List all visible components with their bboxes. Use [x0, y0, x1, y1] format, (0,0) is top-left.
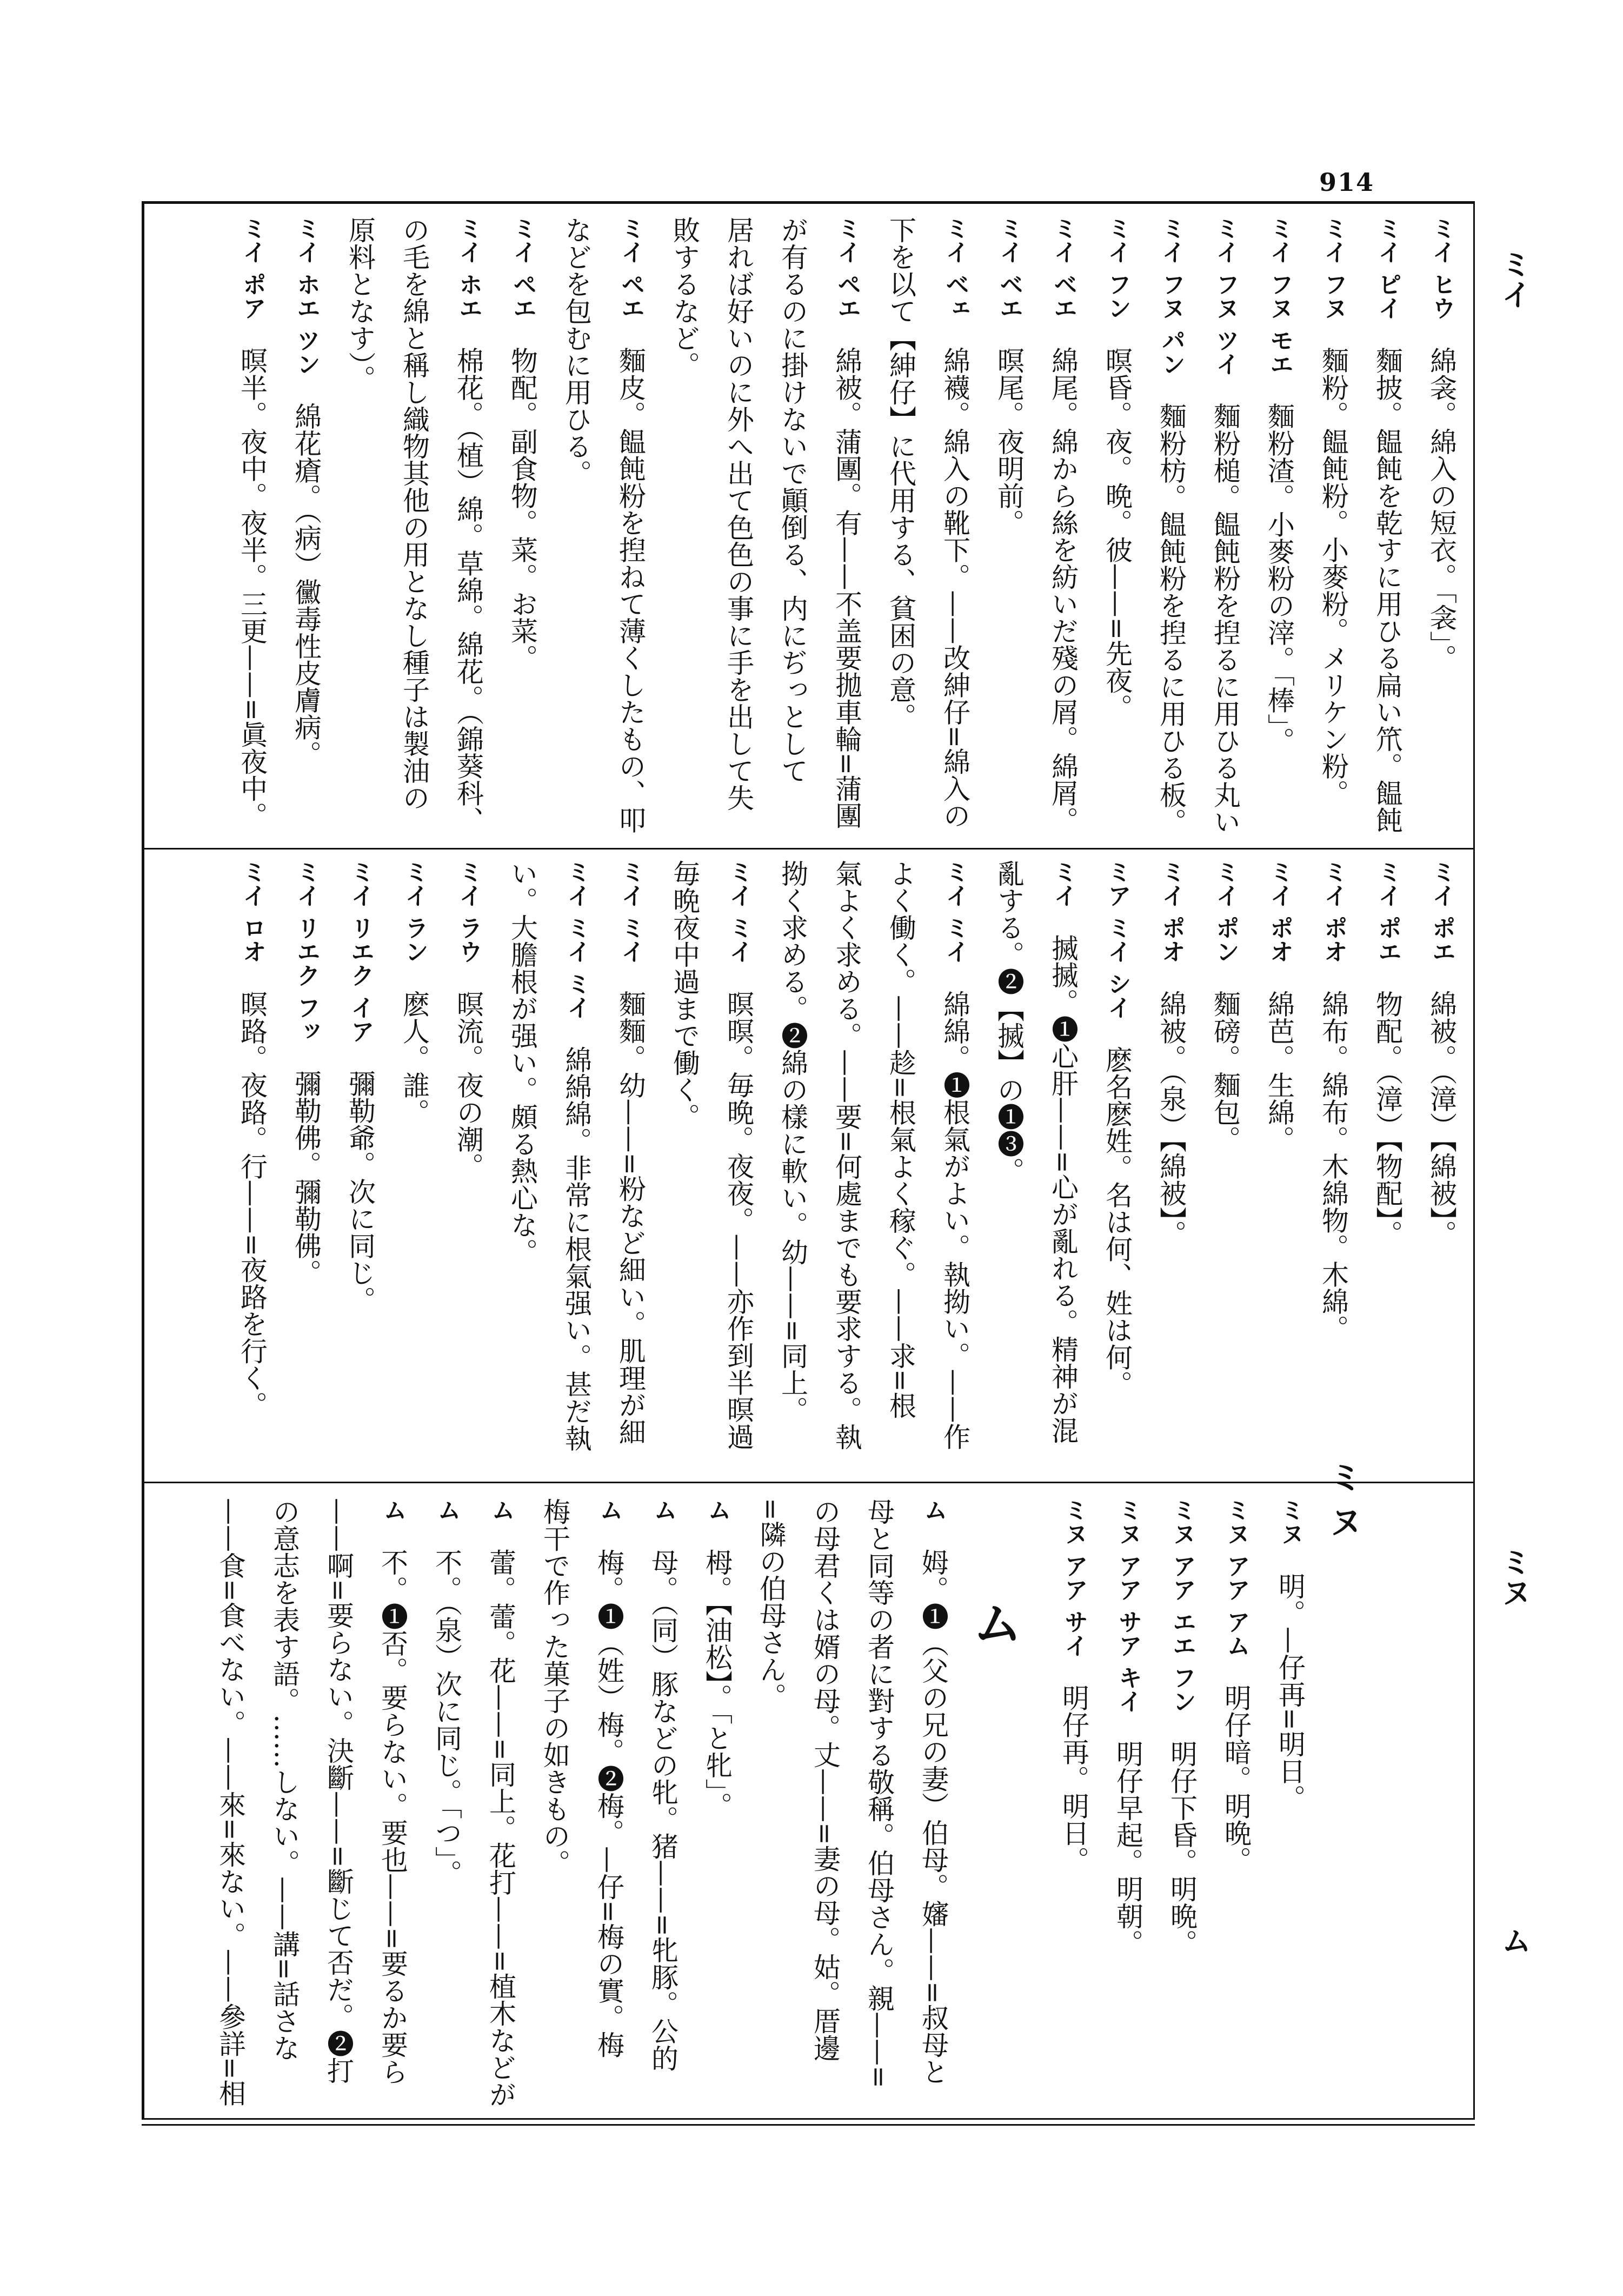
entry-reading: ミイ ミイ	[725, 860, 753, 964]
entry-column	[861, 1498, 897, 2109]
section-middle	[162, 860, 1460, 1471]
entry-reading: ミイ フヌ ツイ	[1212, 216, 1239, 376]
entry-reading: ミイ ポオ	[1320, 860, 1347, 964]
entry-column	[1261, 860, 1298, 1471]
entry-text: 明仔再。明日。	[1058, 1684, 1089, 1874]
entry-reading: ミイ ペエ	[617, 216, 644, 320]
section-middle-columns	[216, 860, 1460, 1471]
entry-column	[612, 216, 649, 838]
entry-reading: ム	[379, 1498, 407, 1522]
entry-text: 麽名麽姓。名は何、姓は何。	[1101, 1046, 1133, 1398]
entry-column	[1109, 1498, 1146, 2109]
entry-column	[234, 216, 270, 838]
entry-column	[396, 216, 433, 838]
entry-text: 綿襪。綿入の靴下。——改紳仔=綿入の	[939, 347, 970, 830]
entry-column	[1207, 216, 1243, 838]
entry-text: 毎晩夜中過まで働く。	[669, 860, 700, 1130]
entry-text: ——食=食べない。——來=來ない。——參詳=相	[215, 1498, 246, 2107]
entry-reading: ミヌ アア アム	[1222, 1498, 1250, 1657]
entry-text: 綿被。蒲團。有——不盖要拋車輪=蒲團	[831, 347, 862, 830]
section-minu-columns	[1038, 1498, 1308, 2109]
entry-text: 麽人。誰。	[398, 990, 430, 1126]
entry-text: が有るのに掛けないで顚倒る、内にぢっとして	[777, 216, 808, 784]
entry-text: 不。（泉）次に同じ。「つ」。	[431, 1549, 462, 1887]
entry-reading: ミイ ポオ	[1158, 860, 1185, 964]
entry-column	[1153, 216, 1189, 838]
entry-text: 蕾。蕾。花——=同上。花打——=植木などが	[485, 1549, 516, 2108]
entry-reading: ミイ ホエ ツン	[292, 216, 320, 376]
page-number: 914	[1319, 168, 1375, 197]
entry-text: などを包むに用ひる。	[561, 216, 592, 487]
entry-column	[882, 860, 919, 1471]
entry-column	[450, 216, 487, 838]
entry-text: の母君くは婿の母。丈——=妻の母。姑。厝邊	[809, 1498, 841, 2061]
entry-text: 母。（同）豚などの牝。猪——=牝豚。公的	[647, 1549, 679, 2072]
entry-column	[212, 1498, 249, 2109]
entry-text: 明。—仔再=明日。	[1274, 1572, 1306, 1811]
entry-column	[644, 1498, 681, 2109]
entry-reading: ミヌ	[1276, 1498, 1304, 1545]
entry-reading: ミヌ アア サア キイ	[1114, 1498, 1142, 1713]
entry-reading: ミイ ベエ	[1049, 216, 1077, 320]
entry-column	[396, 860, 433, 1471]
entry-text: 棉花。（植）綿。草綿。綿花。（錦葵科、	[453, 347, 484, 834]
entry-column	[1099, 860, 1135, 1471]
entry-column	[558, 860, 595, 1471]
entry-text: 麵粉槌。饂飩粉を揑るに用ひる丸い	[1209, 402, 1241, 835]
section-top	[162, 216, 1460, 838]
entry-reading: ム	[649, 1498, 677, 1522]
entry-text: 綿尾。綿から絲を紡いだ殘の屑。綿屑。	[1047, 347, 1079, 834]
entry-reading: ミイ フヌ パン	[1158, 216, 1185, 376]
entry-column	[342, 860, 378, 1471]
entry-column	[828, 216, 865, 838]
entry-column	[1163, 1498, 1200, 2109]
entry-column	[1315, 860, 1352, 1471]
entry-reading: ミイ ミイ	[617, 860, 644, 964]
section-top-columns	[216, 216, 1460, 838]
entry-text: 原料となす）。	[344, 216, 376, 392]
entry-reading: ミヌ アア エエ フン	[1168, 1498, 1196, 1713]
entry-column	[342, 216, 378, 838]
entry-reading: ミイ リエク フッ	[292, 860, 320, 1043]
entry-column	[720, 860, 757, 1471]
entry-text: 綿被。（泉）【綿被】。	[1155, 990, 1187, 1247]
entry-reading: ミイ リエク イア	[347, 860, 374, 1043]
entry-reading: ミイ ポエ	[1428, 860, 1455, 964]
entry-text: 拗く求める。❷綿の樣に軟い。幼——=同上。	[777, 860, 808, 1423]
entry-text: 暝路。夜路。行——=夜路を行く。	[236, 990, 268, 1419]
entry-text: 暝流。夜の潮。	[453, 990, 484, 1180]
entry-text: 綿花瘡。（病）黴毒性皮膚病。	[290, 402, 322, 768]
entry-column	[1369, 216, 1406, 838]
entry-column	[558, 216, 595, 838]
entry-text: 物配。副食物。菜。お菜。	[507, 347, 538, 672]
entry-text: ——啊=要らない。決斷——=斷じて否だ。❷打	[323, 1498, 354, 2084]
entry-text: 敗するなど。	[669, 216, 700, 379]
entry-reading: ム	[433, 1498, 461, 1522]
section-mu-columns	[195, 1498, 952, 2109]
entry-reading: ミイ ラウ	[455, 860, 482, 964]
entry-column	[936, 860, 973, 1471]
entry-reading: ミイ ペエ	[509, 216, 536, 320]
entry-text: 亂する。❷【搣】の❶❸。	[993, 860, 1025, 1184]
entry-text: 暝昏。夜。晩。彼——=先夜。	[1101, 347, 1133, 721]
entry-text: 綿衾。綿入の短衣。「衾」。	[1426, 347, 1457, 672]
entry-reading: ミイ フヌ	[1320, 216, 1347, 320]
entry-column	[774, 860, 811, 1471]
entry-text: 明仔暗。明晩。	[1220, 1684, 1252, 1874]
side-label-mu: ム	[1496, 1925, 1532, 1955]
entry-column	[1207, 860, 1243, 1471]
entry-text: 母と同等の者に對する敬稱。伯母さん。親——=	[863, 1498, 895, 2088]
entry-text: 麵粉。饂飩粉。小麥粉。メリケン粉。	[1318, 347, 1349, 807]
entry-column	[450, 860, 487, 1471]
entry-column	[1369, 860, 1406, 1471]
section-bottom-minu	[1058, 1498, 1308, 2109]
entry-text: 梅。❶（姓）梅。❷梅。—仔=梅の實。梅	[593, 1549, 624, 2058]
entry-reading: ム	[487, 1498, 515, 1522]
entry-column	[504, 860, 541, 1471]
heading-mu: ム	[973, 1596, 1022, 1653]
entry-column	[1045, 216, 1081, 838]
entry-column	[882, 216, 919, 838]
entry-text: 明仔下昏。明晩。	[1166, 1740, 1198, 1956]
entry-reading: ミイ ベェ	[941, 216, 969, 320]
entry-reading: ミヌ アア サイ	[1060, 1498, 1088, 1657]
entry-reading: ミイ	[1049, 860, 1077, 907]
entry-column	[590, 1498, 627, 2109]
entry-reading: ミイ ミイ ミイ	[563, 860, 590, 1019]
entry-column	[288, 216, 324, 838]
entry-reading: ム	[595, 1498, 623, 1522]
entry-text: 彌勒爺。次に同じ。	[344, 1070, 376, 1313]
entry-text: 綿芭。生綿。	[1263, 990, 1295, 1153]
heading-minu: ミヌ	[1323, 1460, 1363, 1549]
entry-column	[612, 860, 649, 1471]
entry-reading: ミイ ホエ	[455, 216, 482, 320]
entry-column	[1272, 1498, 1308, 2109]
entry-column	[990, 860, 1027, 1471]
entry-column	[828, 860, 865, 1471]
entry-text: の毛を綿と稱し織物其他の用となし種子は製油の	[398, 216, 430, 811]
entry-reading: ミイ ポア	[238, 216, 266, 320]
frame-double-rule	[142, 2124, 1475, 2126]
entry-column	[1423, 216, 1460, 838]
entry-text: 彌勒佛。彌勒佛。	[290, 1070, 322, 1286]
entry-column	[666, 860, 703, 1471]
entry-reading: ミイ ベエ	[995, 216, 1023, 320]
entry-column	[1423, 860, 1460, 1471]
entry-reading: ム	[703, 1498, 731, 1522]
entry-text: 居れば好いのに外へ出て色色の事に手を出して失	[723, 216, 754, 811]
entry-column	[990, 216, 1027, 838]
entry-text: 麵粉枋。饂飩粉を揑るに用ひる板。	[1155, 402, 1187, 835]
entry-column	[1315, 216, 1352, 838]
entry-text: 麵麵。幼——=粉など細い。肌理が細	[615, 990, 646, 1446]
entry-text: 暝尾。夜明前。	[993, 347, 1025, 536]
entry-text: 暝半。夜中。夜半。三更——=眞夜中。	[236, 347, 268, 830]
entry-text: 麵皮。饂飩粉を揑ねて薄くしたもの、叩	[615, 347, 646, 834]
section-divider-1	[144, 848, 1474, 850]
entry-reading: ミイ ポオ	[1266, 860, 1293, 964]
entry-column	[504, 216, 541, 838]
entry-column	[774, 216, 811, 838]
entry-text: 麵磅。麵包。	[1209, 990, 1241, 1153]
entry-text: 姆。❶（父の兄の妻）伯母。嬸——=叔母と	[917, 1549, 949, 2085]
entry-text: 綿被。（漳）【綿被】。	[1426, 990, 1457, 1247]
entry-text: よく働く。——趁=根氣よく稼ぐ。——求=根	[885, 860, 916, 1419]
entry-column	[915, 1498, 952, 2109]
entry-column	[1099, 216, 1135, 838]
entry-column	[320, 1498, 357, 2109]
entry-column	[288, 860, 324, 1471]
entry-column	[1153, 860, 1189, 1471]
entry-column	[1261, 216, 1298, 838]
entry-text: 栂。【油松】。「と牝」。	[701, 1549, 733, 1819]
entry-reading: ミア ミイ シイ	[1103, 860, 1131, 1019]
entry-text: 綿綿。❶根氣がよい。執拗い。——作	[939, 990, 970, 1450]
entry-text: 綿綿綿。非常に根氣强い。甚だ執	[561, 1046, 592, 1452]
entry-text: 麵披。饂飩を乾すに用ひる扁い笊。饂飩	[1372, 347, 1403, 834]
entry-column	[753, 1498, 789, 2109]
entry-column	[1055, 1498, 1092, 2109]
side-label-mii: ミイ	[1496, 249, 1532, 309]
entry-column	[266, 1498, 303, 2109]
section-divider-2	[144, 1482, 1474, 1483]
entry-text: の意志を表す語。……しない。——講=話さな	[269, 1498, 300, 2061]
entry-text: い。大膽根が强い。頗る熱心な。	[507, 860, 538, 1265]
entry-text: 暝暝。毎晩。夜夜。——亦作到半暝過	[723, 990, 754, 1450]
entry-reading: ミイ フヌ モエ	[1266, 216, 1293, 376]
entry-reading: ミイ ミイ	[941, 860, 969, 964]
entry-reading: ミイ フン	[1103, 216, 1131, 320]
entry-reading: ミイ ラン	[401, 860, 428, 964]
entry-text: 明仔早起。明朝。	[1112, 1740, 1143, 1956]
entry-column	[699, 1498, 735, 2109]
entry-reading: ミイ ヒウ	[1428, 216, 1455, 320]
entry-reading: ム	[920, 1498, 947, 1522]
side-label-minu: ミヌ	[1496, 1547, 1532, 1607]
entry-reading: ミイ ピイ	[1374, 216, 1401, 320]
entry-text: 氣よく求める。——要=何處までも要求する。執	[831, 860, 862, 1450]
entry-column	[807, 1498, 843, 2109]
entry-column	[666, 216, 703, 838]
entry-text: 麵粉渣。小麥粉の滓。「棒」。	[1263, 402, 1295, 754]
entry-text: 梅干で作った菓子の如きもの。	[539, 1498, 570, 1876]
entry-text: 綿布。綿布。木綿物。木綿。	[1318, 990, 1349, 1342]
entry-column	[536, 1498, 573, 2109]
section-bottom-mu	[162, 1498, 952, 2109]
entry-reading: ミイ ペエ	[833, 216, 861, 320]
entry-reading: ミイ ポエ	[1374, 860, 1401, 964]
entry-column	[428, 1498, 465, 2109]
entry-text: 物配。（漳）【物配】。	[1372, 990, 1403, 1247]
entry-text: =隣の伯母さん。	[755, 1498, 787, 1710]
entry-column	[1045, 860, 1081, 1471]
entry-column	[482, 1498, 519, 2109]
entry-reading: ミイ ポン	[1212, 860, 1239, 964]
entry-column	[374, 1498, 411, 2109]
entry-column	[720, 216, 757, 838]
entry-text: 下を以て【紳仔】に代用する、貧困の意。	[885, 216, 916, 730]
entry-reading: ミイ ロオ	[238, 860, 266, 964]
entry-column	[936, 216, 973, 838]
entry-text: 不。❶否。要らない。要也——=要るか要ら	[377, 1549, 408, 2085]
entry-column	[1218, 1498, 1254, 2109]
entry-column	[234, 860, 270, 1471]
entry-text: 搣搣。❶心肝——=心が亂れる。精神が混	[1047, 934, 1079, 1444]
